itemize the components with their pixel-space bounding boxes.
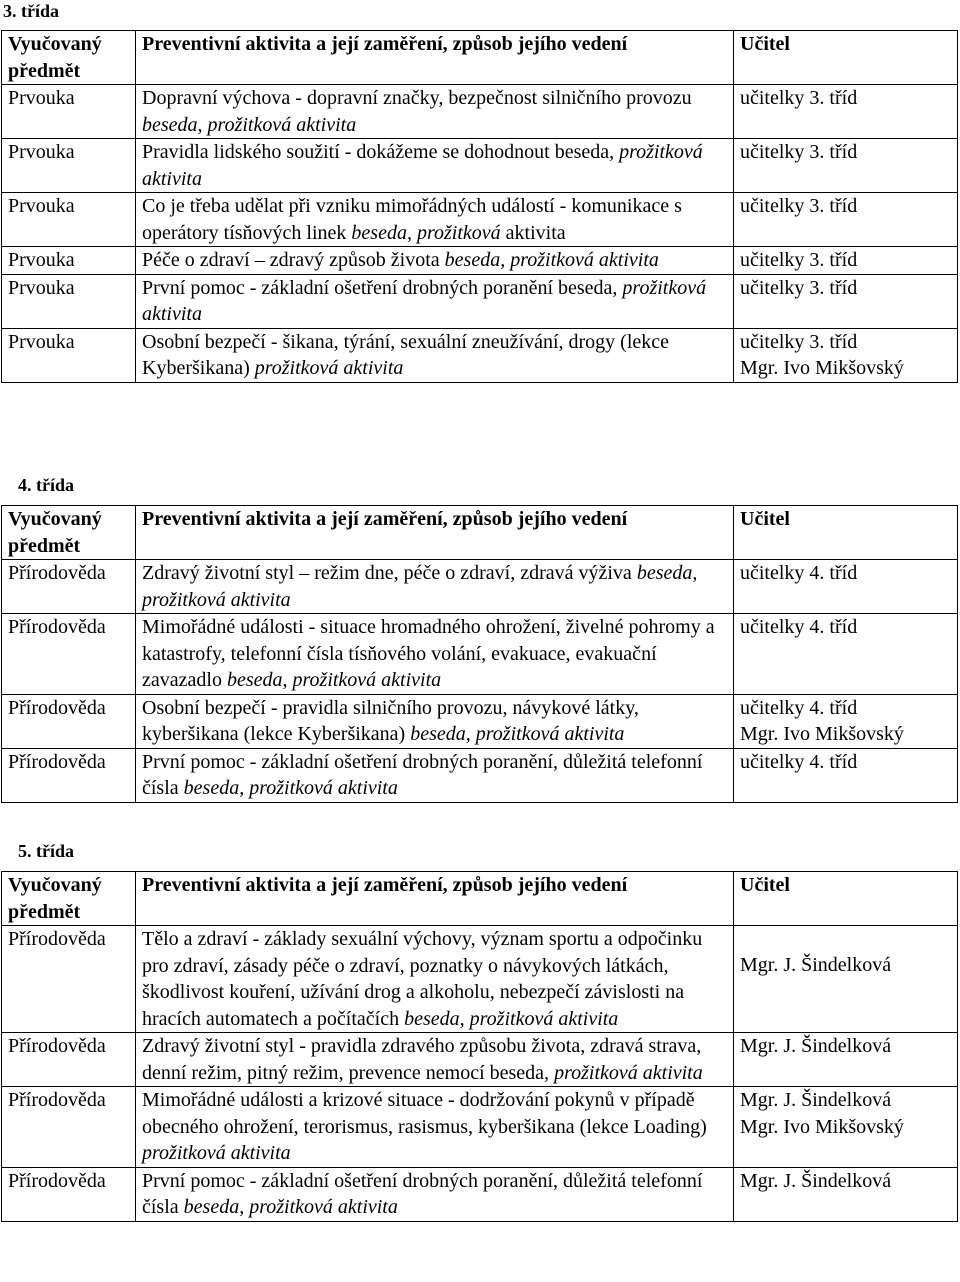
teacher-name: učitelky 3. tříd [740,249,858,271]
activity-text: Zdravý životní styl – režim dne, péče o zdraví, zdravá výživa [142,562,637,584]
subject-cell: Prvouka [2,247,136,275]
teacher-name: učitelky 3. tříd [740,195,858,217]
header-teacher: Učitel [734,872,958,926]
table-row [2,560,958,614]
activity-method: prožitková aktivita [554,1061,703,1084]
header-activity: Preventivní aktivita a její zaměření, způsob jejího vedení [136,31,734,85]
activity-text: Co je třeba udělat při vzniku mimořádných událostí - komunikace s operátory tísňových linek [142,195,682,244]
table-header-row [2,872,958,926]
activity-text: Pravidla lidského soužití - dokážeme se dohodnout beseda, [142,141,620,163]
table-row [2,694,958,748]
activity-cell [136,560,734,614]
activity-cell [136,274,734,328]
teacher-cell [734,694,958,748]
teacher-cell [734,926,958,1033]
header-activity: Preventivní aktivita a její zaměření, způsob jejího vedení [136,506,734,560]
table-3-trida [1,30,958,383]
table-row [2,139,958,193]
activity-method: beseda, prožitková aktivita [142,562,698,611]
subject-cell: Přírodověda [2,1033,136,1087]
activity-cell [136,1087,734,1168]
table-row [2,748,958,802]
subject-cell: Prvouka [2,139,136,193]
table-header-row [2,506,958,560]
teacher-cell [734,1033,958,1087]
subject-cell: Přírodověda [2,748,136,802]
teacher-name: učitelky 4. tříd [740,696,858,719]
activity-text: Osobní bezpečí - šikana, týrání, sexuální zneužívání, drogy (lekce Kyberšikana) [142,330,670,379]
subject-cell: Přírodověda [2,1167,136,1221]
teacher-cell [734,139,958,193]
section-title-5: 5. třída [18,841,74,861]
activity-text: Tělo a zdraví - základy sexuální výchovy, význam sportu a odpočinku pro zdraví, zásady péče o zdraví, poznatky o návykových látkách, škodlivost kouření, užívání drog a alkoholu, nebezpečí závislosti na hracích automatech a počítačích [142,928,703,1030]
activity-cell [136,247,734,275]
header-subject: Vyučovaný předmět [2,506,136,560]
teacher-name: učitelky 3. tříd [740,87,858,109]
teacher-name: Mgr. J. Šindelková [740,954,892,976]
teacher-name: učitelky 3. tříd [740,276,858,299]
section-title-4: 4. třída [18,475,74,495]
teacher-name: Mgr. J. Šindelková [740,1089,892,1111]
activity-text: Mimořádné události a krizové situace - dodržování pokynů v případě obecného ohrožení, terorismus, rasismus, kyberšikana (lekce Loading) [142,1089,707,1138]
subject-cell: Prvouka [2,85,136,139]
activity-method: beseda, prožitková aktivita [183,777,398,799]
activity-cell [136,1167,734,1221]
table-row [2,1033,958,1087]
activity-cell [136,748,734,802]
activity-text: Dopravní výchova - dopravní značky, bezpečnost silničního provozu [142,87,692,109]
header-subject: Vyučovaný předmět [2,872,136,926]
activity-method: prožitková aktivita [142,1142,291,1164]
teacher-name: učitelky 4. tříd [740,750,858,773]
activity-method: prožitková aktivita [254,357,404,379]
teacher-cell [734,247,958,275]
subject-cell: Přírodověda [2,694,136,748]
table-row [2,247,958,275]
subject-cell: Přírodověda [2,1087,136,1168]
table-5-trida [1,871,958,1222]
subject-cell: Prvouka [2,328,136,382]
activity-text: Péče o zdraví – zdravý způsob života [142,249,445,271]
activity-text: Zdravý životní styl - pravidla zdravého způsobu života, zdravá strava, denní režim, pitný režim, prevence nemocí beseda, [142,1035,702,1084]
header-teacher: Učitel [734,31,958,85]
table-row [2,926,958,1033]
teacher-cell [734,614,958,695]
table-row [2,614,958,695]
teacher-name: Mgr. J. Šindelková [740,1035,892,1057]
teacher-name-2: Mgr. Ivo Mikšovský [740,1115,904,1138]
activity-method: beseda, prožitková aktivita [226,669,442,691]
teacher-cell [734,560,958,614]
subject-cell: Přírodověda [2,926,136,1033]
header-subject: Vyučovaný předmět [2,31,136,85]
activity-cell [136,614,734,695]
teacher-name: učitelky 4. tříd [740,562,858,584]
teacher-cell [734,328,958,382]
teacher-name-2: Mgr. Ivo Mikšovský [740,723,904,745]
activity-cell [136,1033,734,1087]
teacher-name: učitelky 3. tříd [740,330,858,353]
teacher-cell [734,748,958,802]
teacher-cell [734,274,958,328]
subject-cell: Přírodověda [2,614,136,695]
table-header-row [2,31,958,85]
table-row [2,1167,958,1221]
activity-method: beseda, prožitková aktivita [183,1196,398,1218]
activity-text: První pomoc - základní ošetření drobných poranění beseda, [142,276,623,299]
activity-text: Osobní bezpečí - pravidla silničního provozu, návykové látky, kyberšikana (lekce Kyberšikana) [142,696,639,745]
activity-method: beseda, prožitková aktivita [444,249,659,271]
activity-cell [136,85,734,139]
subject-cell: Prvouka [2,274,136,328]
activity-method: beseda, prožitková aktivita [410,723,625,745]
table-row [2,274,958,328]
activity-text-after: aktivita [500,221,566,244]
table-4-trida [1,505,958,803]
teacher-cell [734,85,958,139]
teacher-name: učitelky 3. tříd [740,141,858,163]
activity-method: beseda, prožitková aktivita [142,113,357,136]
teacher-name-2: Mgr. Ivo Mikšovský [740,357,904,379]
table-row [2,328,958,382]
activity-method: prožitková aktivita [142,276,707,325]
subject-cell: Přírodověda [2,560,136,614]
table-row [2,1087,958,1168]
activity-cell [136,694,734,748]
activity-method: prožitková aktivita [142,141,703,190]
teacher-name: Mgr. J. Šindelková [740,1169,892,1192]
activity-cell [136,328,734,382]
teacher-cell [734,1167,958,1221]
activity-cell [136,193,734,247]
table-row [2,193,958,247]
activity-method: beseda, prožitková [351,221,501,244]
subject-cell: Prvouka [2,193,136,247]
header-activity: Preventivní aktivita a její zaměření, způsob jejího vedení [136,872,734,926]
teacher-name: učitelky 4. tříd [740,616,858,638]
section-title-3: 3. třída [3,1,59,21]
activity-text: První pomoc - základní ošetření drobných poranění, důležitá telefonní čísla [142,1169,703,1218]
table-row [2,85,958,139]
activity-text: První pomoc - základní ošetření drobných poranění, důležitá telefonní čísla [142,750,703,799]
activity-cell [136,139,734,193]
activity-text: Mimořádné události - situace hromadného ohrožení, živelné pohromy a katastrofy, telefonní čísla tísňového volání, evakuace, evakuační zavazadlo [142,616,715,691]
teacher-cell [734,193,958,247]
activity-cell [136,926,734,1033]
header-teacher: Učitel [734,506,958,560]
teacher-cell [734,1087,958,1168]
activity-method: beseda, prožitková aktivita [404,1007,619,1030]
